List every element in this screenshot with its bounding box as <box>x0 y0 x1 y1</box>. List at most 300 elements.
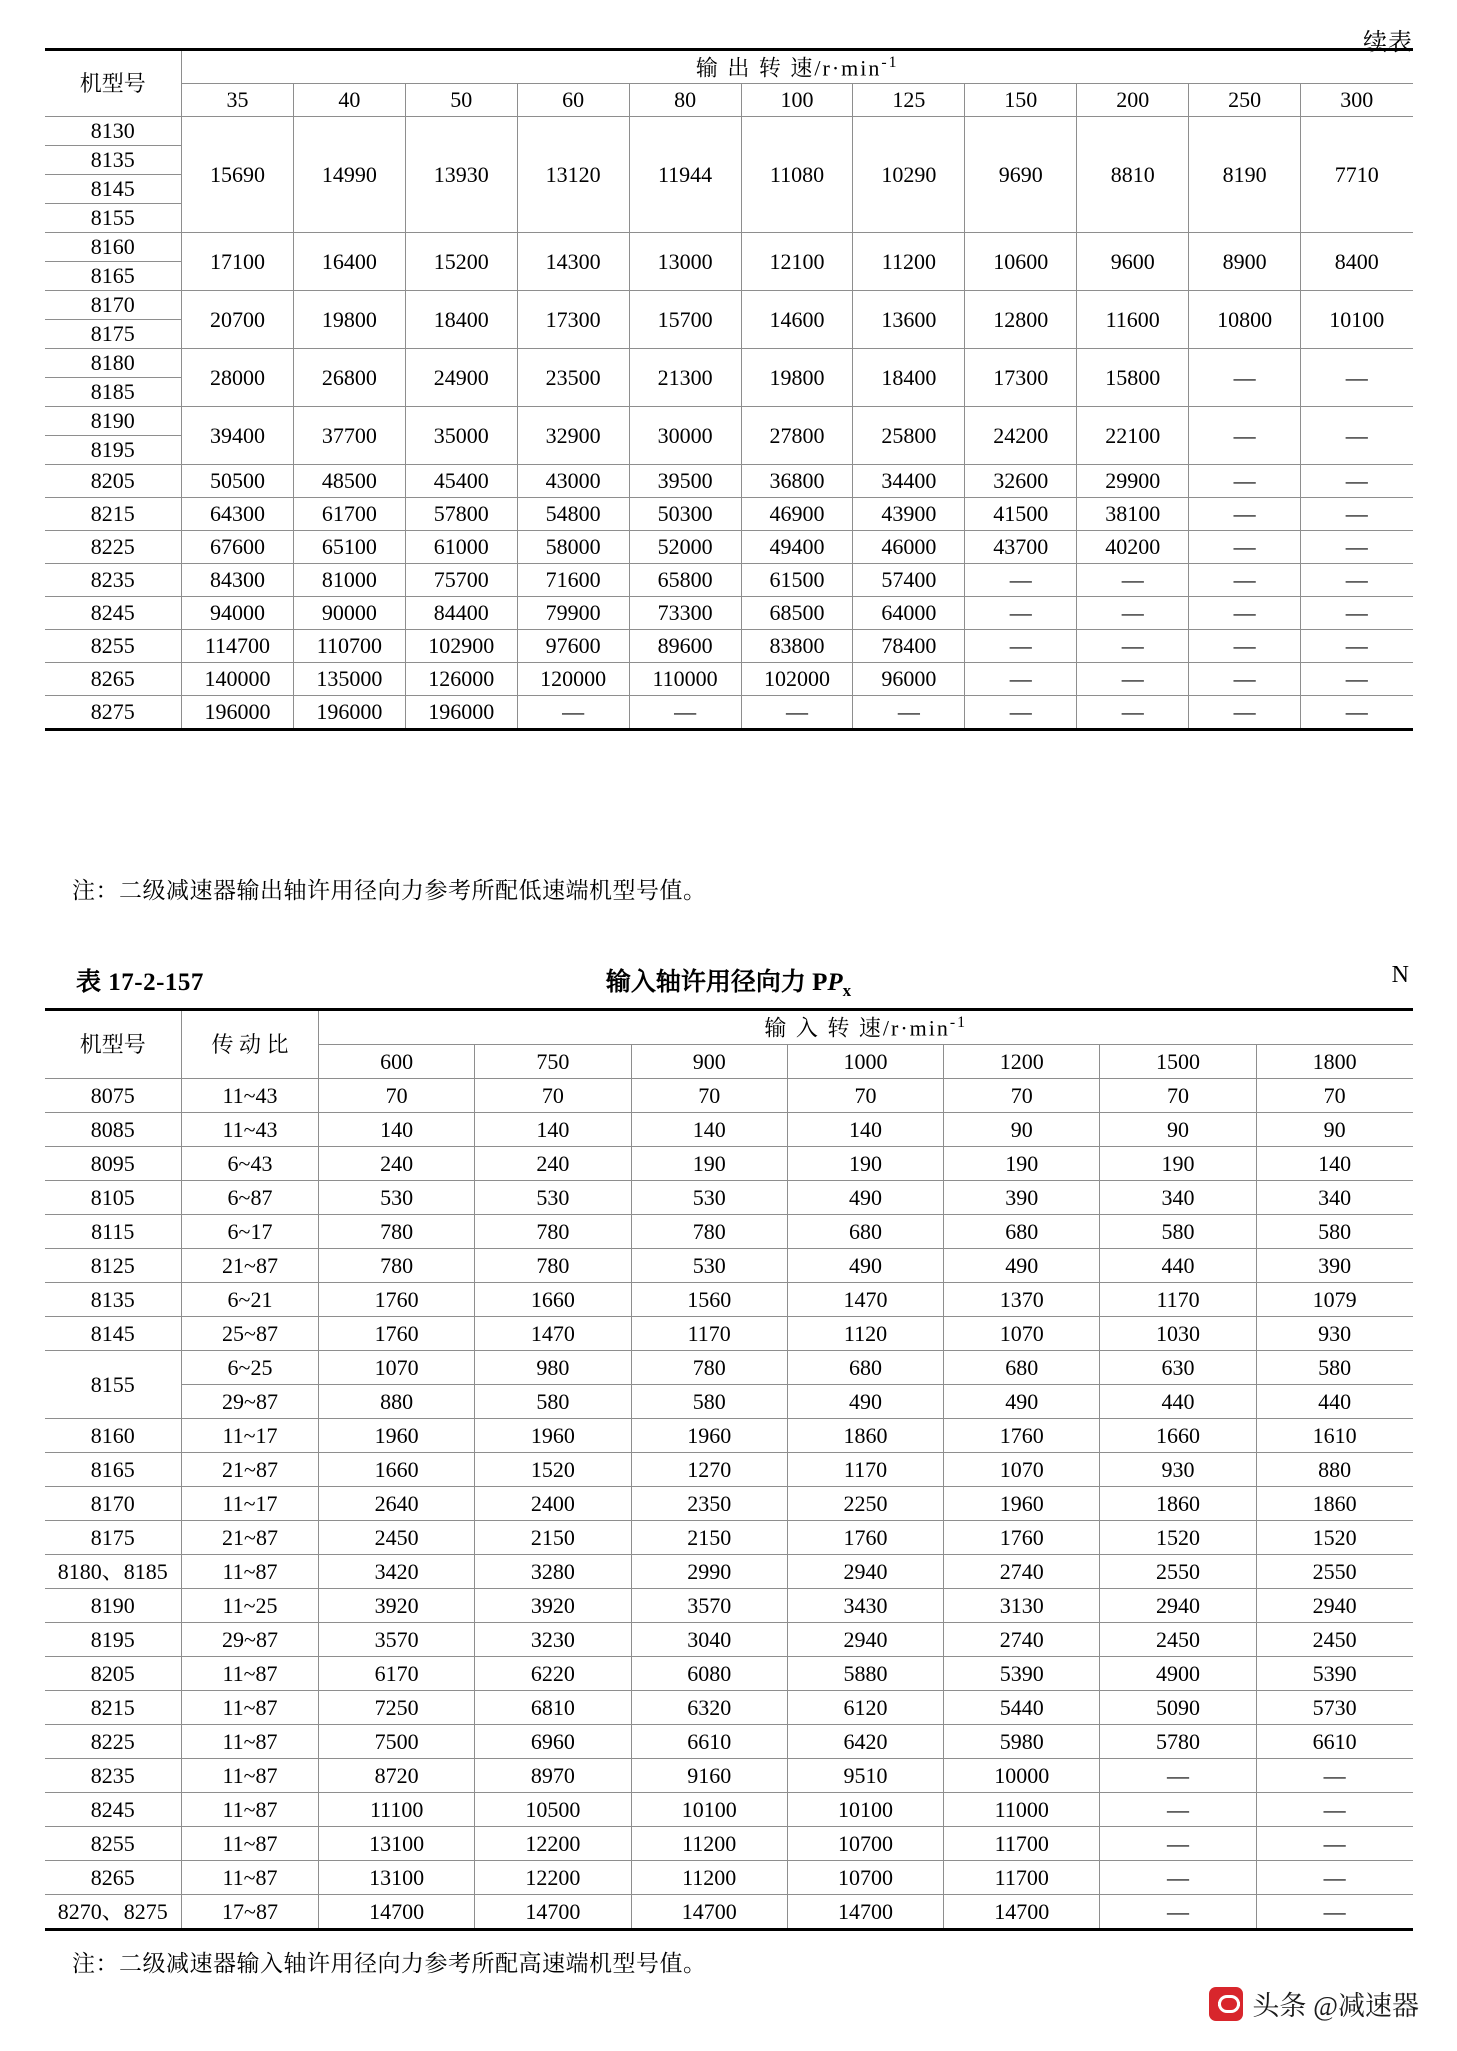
table-1-value-cell: 36800 <box>741 465 853 498</box>
table-2-value-cell: 140 <box>787 1113 943 1147</box>
table-2-value-cell: 2990 <box>631 1555 787 1589</box>
table-2-model-cell: 8205 <box>45 1657 182 1691</box>
table-2-body <box>45 1079 1413 1930</box>
table-2-value-cell: 5780 <box>1100 1725 1256 1759</box>
table-2-ratio-cell: 11~87 <box>182 1691 319 1725</box>
table-2-value-cell: 6080 <box>631 1657 787 1691</box>
table-1-speed-column-header: 250 <box>1189 84 1301 117</box>
table-2-value-cell: 140 <box>1256 1147 1412 1181</box>
table-1-model-cell: 8175 <box>45 320 182 349</box>
table-1-value-cell: 14600 <box>741 291 853 349</box>
table-2-value-cell: — <box>1256 1793 1412 1827</box>
table-row <box>45 1589 1413 1623</box>
table-2-ratio-cell: 11~87 <box>182 1657 319 1691</box>
table-1-value-cell: 46000 <box>853 531 965 564</box>
table-2-model-cell: 8085 <box>45 1113 182 1147</box>
table-2-value-cell: 5440 <box>944 1691 1100 1725</box>
table-1-value-cell: 34400 <box>853 465 965 498</box>
table-2-model-cell: 8115 <box>45 1215 182 1249</box>
table-1-value-cell: 84400 <box>405 597 517 630</box>
table-2-model-cell: 8225 <box>45 1725 182 1759</box>
table-row <box>45 1453 1413 1487</box>
table-2-value-cell: 14700 <box>631 1895 787 1930</box>
table-1-speed-column-header: 100 <box>741 84 853 117</box>
table-2-value-cell: 2450 <box>319 1521 475 1555</box>
table-1-value-cell: 11600 <box>1077 291 1189 349</box>
table-2-value-cell: 2550 <box>1256 1555 1412 1589</box>
table-2-value-cell: 2740 <box>944 1555 1100 1589</box>
table-2-value-cell: 90 <box>1256 1113 1412 1147</box>
table-1-model-cell: 8160 <box>45 233 182 262</box>
table-2-value-cell: 1079 <box>1256 1283 1412 1317</box>
table-2-value-cell: 3920 <box>319 1589 475 1623</box>
table-2-value-cell: 11200 <box>631 1827 787 1861</box>
table-1-value-cell: 35000 <box>405 407 517 465</box>
table-1-model-cell: 8170 <box>45 291 182 320</box>
table-2-value-cell: 390 <box>944 1181 1100 1215</box>
table-2-value-cell: 6610 <box>631 1725 787 1759</box>
table-2-model-cell: 8075 <box>45 1079 182 1113</box>
table-2-value-cell: 1960 <box>319 1419 475 1453</box>
table-2-value-cell: 14700 <box>944 1895 1100 1930</box>
table-2-value-cell: 70 <box>1256 1079 1412 1113</box>
table-1-value-cell: 135000 <box>293 663 405 696</box>
table-1-model-cell: 8245 <box>45 597 182 630</box>
table-row <box>45 597 1413 630</box>
table-2-value-cell: 780 <box>319 1249 475 1283</box>
table-1-value-cell: 25800 <box>853 407 965 465</box>
table-1-header-row-1 <box>45 50 1413 84</box>
table-1-value-cell: 61700 <box>293 498 405 531</box>
table-2-ratio-cell: 11~87 <box>182 1793 319 1827</box>
table-2-value-cell: 2640 <box>319 1487 475 1521</box>
table-1-value-cell: — <box>1189 696 1301 730</box>
table-2-model-cell: 8125 <box>45 1249 182 1283</box>
table-1-speed-column-header: 35 <box>182 84 294 117</box>
table-2-model-cell: 8235 <box>45 1759 182 1793</box>
table-1-value-cell: 50500 <box>182 465 294 498</box>
table-2-value-cell: 14700 <box>319 1895 475 1930</box>
table-2-ratio-cell: 6~43 <box>182 1147 319 1181</box>
table-1-model-cell: 8190 <box>45 407 182 436</box>
table-1-model-cell: 8275 <box>45 696 182 730</box>
table-1-speed-column-header: 300 <box>1301 84 1413 117</box>
table-2-value-cell: 7250 <box>319 1691 475 1725</box>
table-1-value-cell: 196000 <box>293 696 405 730</box>
table-1-model-cell: 8225 <box>45 531 182 564</box>
table-1-speed-column-header: 50 <box>405 84 517 117</box>
table-2-speed-column-header: 1200 <box>944 1045 1100 1079</box>
table-2-value-cell: 490 <box>787 1249 943 1283</box>
table-2-title-text: 输入轴许用径向力 P <box>605 969 828 996</box>
table-1-value-cell: — <box>741 696 853 730</box>
table-1-value-cell: 9600 <box>1077 233 1189 291</box>
table-1-value-cell: 15200 <box>405 233 517 291</box>
table-1-value-cell: 58000 <box>517 531 629 564</box>
table-2-value-cell: 1860 <box>787 1419 943 1453</box>
table-1-value-cell: 43900 <box>853 498 965 531</box>
table-1-model-cell: 8145 <box>45 175 182 204</box>
table-2-value-cell: 440 <box>1100 1249 1256 1283</box>
table-1-value-cell: 15800 <box>1077 349 1189 407</box>
table-1-value-cell: 15700 <box>629 291 741 349</box>
table-1-value-cell: 61000 <box>405 531 517 564</box>
table-1-model-cell: 8205 <box>45 465 182 498</box>
table-2-value-cell: 780 <box>631 1351 787 1385</box>
table-1-value-cell: 12100 <box>741 233 853 291</box>
table-2-value-cell: 1470 <box>787 1283 943 1317</box>
table-2-value-cell: 5390 <box>1256 1657 1412 1691</box>
table-1-speed-column-header: 60 <box>517 84 629 117</box>
table-2-value-cell: 6320 <box>631 1691 787 1725</box>
table-2-value-cell: 140 <box>475 1113 631 1147</box>
table-row <box>45 1147 1413 1181</box>
table-1-value-cell: 79900 <box>517 597 629 630</box>
table-1-value-cell: 17300 <box>965 349 1077 407</box>
table-1-value-cell: 75700 <box>405 564 517 597</box>
table-1-value-cell: 11944 <box>629 117 741 233</box>
table-2-value-cell: 1520 <box>475 1453 631 1487</box>
table-2-value-cell: — <box>1100 1895 1256 1930</box>
table-2-value-cell: 490 <box>944 1249 1100 1283</box>
table-2-model-cell: 8155 <box>45 1351 182 1419</box>
table-2-value-cell: 2350 <box>631 1487 787 1521</box>
table-1-value-cell: 32600 <box>965 465 1077 498</box>
table-1-value-cell: 89600 <box>629 630 741 663</box>
table-1-value-cell: 57800 <box>405 498 517 531</box>
table-2-ratio-cell: 11~87 <box>182 1827 319 1861</box>
table-1-value-cell: 65100 <box>293 531 405 564</box>
table-1-value-cell: 61500 <box>741 564 853 597</box>
table-2-model-cell: 8135 <box>45 1283 182 1317</box>
table-1-model-cell: 8265 <box>45 663 182 696</box>
table-2-ratio-cell: 21~87 <box>182 1249 319 1283</box>
table-1-value-cell: 84300 <box>182 564 294 597</box>
table-1-value-cell: — <box>1189 531 1301 564</box>
table-2-value-cell: 11700 <box>944 1827 1100 1861</box>
table-2-value-cell: 1520 <box>1100 1521 1256 1555</box>
table-2-number: 表 17-2-157 <box>76 969 204 996</box>
table-2-ratio-header: 传 动 比 <box>182 1010 319 1079</box>
table-2-value-cell: 1560 <box>631 1283 787 1317</box>
table-1-value-cell: — <box>1189 498 1301 531</box>
table-row <box>45 1419 1413 1453</box>
table-2-model-cell: 8215 <box>45 1691 182 1725</box>
table-2-value-cell: 2940 <box>787 1555 943 1589</box>
table-1-model-cell: 8235 <box>45 564 182 597</box>
table-2-value-cell: 1070 <box>944 1453 1100 1487</box>
table-1-model-cell: 8180 <box>45 349 182 378</box>
table-2-model-cell: 8095 <box>45 1147 182 1181</box>
table-2-value-cell: 3230 <box>475 1623 631 1657</box>
table-2-value-cell: 1960 <box>631 1419 787 1453</box>
table-2-value-cell: 1660 <box>475 1283 631 1317</box>
table-1-value-cell: 196000 <box>405 696 517 730</box>
table-2-value-cell: 11200 <box>631 1861 787 1895</box>
table-1-value-cell: 140000 <box>182 663 294 696</box>
table-1-value-cell: 39500 <box>629 465 741 498</box>
table-row <box>45 1555 1413 1589</box>
table-1-value-cell: — <box>1189 465 1301 498</box>
table-2-value-cell: 140 <box>319 1113 475 1147</box>
table-1-value-cell: 38100 <box>1077 498 1189 531</box>
table-1-value-cell: — <box>1301 465 1413 498</box>
table-1-value-cell: — <box>1077 663 1189 696</box>
table-2-value-cell: 490 <box>787 1181 943 1215</box>
table-1-value-cell: 97600 <box>517 630 629 663</box>
table-1-body <box>45 117 1413 730</box>
table-1-value-cell: 13600 <box>853 291 965 349</box>
table-1-value-cell: 64000 <box>853 597 965 630</box>
table-1-value-cell: 46900 <box>741 498 853 531</box>
table-row <box>45 1521 1413 1555</box>
table-2-value-cell: 190 <box>944 1147 1100 1181</box>
table-1-value-cell: 11080 <box>741 117 853 233</box>
table-1-value-cell: 29900 <box>1077 465 1189 498</box>
table-2-value-cell: 1860 <box>1100 1487 1256 1521</box>
table-2-speed-column-header: 750 <box>475 1045 631 1079</box>
table-2-value-cell: 930 <box>1256 1317 1412 1351</box>
table-2-value-cell: 630 <box>1100 1351 1256 1385</box>
table-1-value-cell: — <box>1301 407 1413 465</box>
table-1-value-cell: — <box>1301 531 1413 564</box>
table-2-value-cell: 1120 <box>787 1317 943 1351</box>
table-2-value-cell: — <box>1256 1895 1412 1930</box>
table-2-value-cell: 530 <box>475 1181 631 1215</box>
table-2-value-cell: 6120 <box>787 1691 943 1725</box>
table-row <box>45 407 1413 436</box>
table-2-value-cell: 1660 <box>319 1453 475 1487</box>
table-2-value-cell: 1760 <box>319 1283 475 1317</box>
table-2-value-cell: — <box>1100 1861 1256 1895</box>
table-row <box>45 1691 1413 1725</box>
table-2-speed-column-header: 1800 <box>1256 1045 1412 1079</box>
table-1-value-cell: — <box>1301 498 1413 531</box>
table-2-value-cell: 1760 <box>787 1521 943 1555</box>
table-1-value-cell: 7710 <box>1301 117 1413 233</box>
table-2-model-cell: 8145 <box>45 1317 182 1351</box>
table-1-head <box>45 50 1413 117</box>
table-row <box>45 1487 1413 1521</box>
table-2-value-cell: — <box>1256 1759 1412 1793</box>
table-1-value-cell: — <box>1077 630 1189 663</box>
table-1-header-row-2 <box>45 84 1413 117</box>
table-2-title-symbol: P <box>827 969 843 996</box>
table-2-value-cell: 1960 <box>475 1419 631 1453</box>
table-row <box>45 1181 1413 1215</box>
table-1-value-cell: — <box>1301 630 1413 663</box>
table-1-value-cell: 16400 <box>293 233 405 291</box>
table-2-value-cell: 1270 <box>631 1453 787 1487</box>
table-1-value-cell: 26800 <box>293 349 405 407</box>
table-row <box>45 498 1413 531</box>
table-2-value-cell: 70 <box>631 1079 787 1113</box>
table-2-ratio-cell: 11~17 <box>182 1419 319 1453</box>
table-1-value-cell: 10290 <box>853 117 965 233</box>
table-1-value-cell: — <box>1301 564 1413 597</box>
table-2-value-cell: 490 <box>944 1385 1100 1419</box>
table-2-value-cell: 70 <box>319 1079 475 1113</box>
table-2-ratio-cell: 17~87 <box>182 1895 319 1930</box>
table-1-speed-group-exponent: -1 <box>881 53 899 71</box>
table-1-speed-column-header: 80 <box>629 84 741 117</box>
table-2-ratio-cell: 6~25 <box>182 1351 319 1385</box>
table-2-model-cell: 8190 <box>45 1589 182 1623</box>
table-2-ratio-cell: 21~87 <box>182 1521 319 1555</box>
table-1-value-cell: 27800 <box>741 407 853 465</box>
table-2-value-cell: 880 <box>319 1385 475 1419</box>
table-row <box>45 1113 1413 1147</box>
table-1-value-cell: 17300 <box>517 291 629 349</box>
table-2-value-cell: 980 <box>475 1351 631 1385</box>
table-2-value-cell: — <box>1100 1793 1256 1827</box>
table-1-speed-column-header: 150 <box>965 84 1077 117</box>
table-2-value-cell: 13100 <box>319 1861 475 1895</box>
table-1-model-cell: 8155 <box>45 204 182 233</box>
table-2-value-cell: 240 <box>475 1147 631 1181</box>
table-1-value-cell: 24900 <box>405 349 517 407</box>
table-2-model-cell: 8180、8185 <box>45 1555 182 1589</box>
table-row <box>45 1861 1413 1895</box>
table-2-ratio-cell: 11~87 <box>182 1759 319 1793</box>
table-1-value-cell: 48500 <box>293 465 405 498</box>
table-1-value-cell: 114700 <box>182 630 294 663</box>
table-2-ratio-cell: 11~43 <box>182 1113 319 1147</box>
table-2-value-cell: — <box>1100 1759 1256 1793</box>
table-2-value-cell: 680 <box>787 1215 943 1249</box>
table-1-value-cell: 8400 <box>1301 233 1413 291</box>
table-1-value-cell: 41500 <box>965 498 1077 531</box>
table-1-value-cell: — <box>965 696 1077 730</box>
table-2-value-cell: 880 <box>1256 1453 1412 1487</box>
table-1-value-cell: — <box>1189 597 1301 630</box>
table-2-value-cell: 1860 <box>1256 1487 1412 1521</box>
table-2-value-cell: 780 <box>475 1215 631 1249</box>
table-2-speed-column-header: 1500 <box>1100 1045 1256 1079</box>
table-2-value-cell: 1170 <box>1100 1283 1256 1317</box>
table-2-value-cell: 1170 <box>631 1317 787 1351</box>
table-2-value-cell: 530 <box>319 1181 475 1215</box>
table-2-value-cell: 930 <box>1100 1453 1256 1487</box>
table-1-value-cell: 14300 <box>517 233 629 291</box>
table-row <box>45 1215 1413 1249</box>
table-2-value-cell: 4900 <box>1100 1657 1256 1691</box>
table-2-value-cell: 10000 <box>944 1759 1100 1793</box>
table-2-value-cell: 90 <box>944 1113 1100 1147</box>
table-2-model-cell: 8195 <box>45 1623 182 1657</box>
table-1-value-cell: 83800 <box>741 630 853 663</box>
table-1-model-cell: 8130 <box>45 117 182 146</box>
table-2-value-cell: 70 <box>1100 1079 1256 1113</box>
table-1-value-cell: — <box>1189 349 1301 407</box>
table-1-value-cell: 14990 <box>293 117 405 233</box>
table-1-value-cell: — <box>1301 696 1413 730</box>
table-2-value-cell: 3570 <box>319 1623 475 1657</box>
table-2-value-cell: 340 <box>1100 1181 1256 1215</box>
table-row <box>45 564 1413 597</box>
table-2-value-cell: 12200 <box>475 1827 631 1861</box>
watermark-text: 头条 @减速器 <box>1252 1991 1419 2021</box>
table-1-value-cell: — <box>1189 663 1301 696</box>
table-2-value-cell: 1070 <box>319 1351 475 1385</box>
table-2-speed-group-label: 输 入 转 速/r·min <box>764 1015 950 1041</box>
table-2-head <box>45 1010 1413 1079</box>
table-2-value-cell: 3040 <box>631 1623 787 1657</box>
table-2-value-cell: 1610 <box>1256 1419 1412 1453</box>
table-1-value-cell: 10100 <box>1301 291 1413 349</box>
table-1-value-cell: 71600 <box>517 564 629 597</box>
table-row <box>45 1249 1413 1283</box>
table-1-value-cell: 81000 <box>293 564 405 597</box>
table-2-value-cell: 440 <box>1100 1385 1256 1419</box>
table-1-value-cell: — <box>965 564 1077 597</box>
table-2-value-cell: 5090 <box>1100 1691 1256 1725</box>
table-2-speed-group-exponent: -1 <box>949 1014 968 1032</box>
table-2-value-cell: 580 <box>475 1385 631 1419</box>
table-2-value-cell: 6420 <box>787 1725 943 1759</box>
table-row <box>45 349 1413 378</box>
table-2-value-cell: 8970 <box>475 1759 631 1793</box>
table-1-value-cell: 94000 <box>182 597 294 630</box>
table-2-value-cell: 3570 <box>631 1589 787 1623</box>
table-1-value-cell: 19800 <box>741 349 853 407</box>
table-1-value-cell: — <box>1189 564 1301 597</box>
table-1-value-cell: — <box>1077 696 1189 730</box>
table-2-value-cell: 2450 <box>1100 1623 1256 1657</box>
table-2-ratio-cell: 29~87 <box>182 1623 319 1657</box>
table-1-value-cell: 18400 <box>853 349 965 407</box>
table-1-value-cell: 11200 <box>853 233 965 291</box>
table-2-value-cell: 6220 <box>475 1657 631 1691</box>
table-2-value-cell: 190 <box>631 1147 787 1181</box>
watermark <box>1209 1984 1419 2023</box>
table-2-value-cell: 1520 <box>1256 1521 1412 1555</box>
table-2-value-cell: 10500 <box>475 1793 631 1827</box>
table-1-value-cell: 68500 <box>741 597 853 630</box>
table-1-value-cell: 49400 <box>741 531 853 564</box>
table-2-ratio-cell: 11~25 <box>182 1589 319 1623</box>
table-2-value-cell: 2550 <box>1100 1555 1256 1589</box>
table-2-ratio-cell: 11~43 <box>182 1079 319 1113</box>
table-2-ratio-cell: 11~87 <box>182 1861 319 1895</box>
table-1-value-cell: 50300 <box>629 498 741 531</box>
table-1-value-cell: 32900 <box>517 407 629 465</box>
table-1-value-cell: 21300 <box>629 349 741 407</box>
table-1-value-cell: — <box>1301 663 1413 696</box>
table-2-value-cell: 5880 <box>787 1657 943 1691</box>
table-2-model-cell: 8270、8275 <box>45 1895 182 1930</box>
table-1-value-cell: — <box>1189 630 1301 663</box>
table-1-value-cell: 64300 <box>182 498 294 531</box>
table-2-value-cell: 10100 <box>787 1793 943 1827</box>
table-2-value-cell: 2450 <box>1256 1623 1412 1657</box>
table-2-value-cell: 11700 <box>944 1861 1100 1895</box>
table-2-value-cell: 1030 <box>1100 1317 1256 1351</box>
table-1-value-cell: — <box>1301 597 1413 630</box>
table-2-value-cell: 1760 <box>319 1317 475 1351</box>
table-2-model-cell: 8175 <box>45 1521 182 1555</box>
table-1-speed-group-header <box>182 50 1413 84</box>
table-2-value-cell: 10100 <box>631 1793 787 1827</box>
table-1-model-cell: 8215 <box>45 498 182 531</box>
table-2-value-cell: 440 <box>1256 1385 1412 1419</box>
table-2-value-cell: 70 <box>944 1079 1100 1113</box>
table-2-value-cell: 530 <box>631 1181 787 1215</box>
table-2-value-cell: 3280 <box>475 1555 631 1589</box>
table-2-value-cell: 9160 <box>631 1759 787 1793</box>
table-2-value-cell: 6960 <box>475 1725 631 1759</box>
table-1-speed-group-label: 输 出 转 速/r·min <box>695 55 882 81</box>
